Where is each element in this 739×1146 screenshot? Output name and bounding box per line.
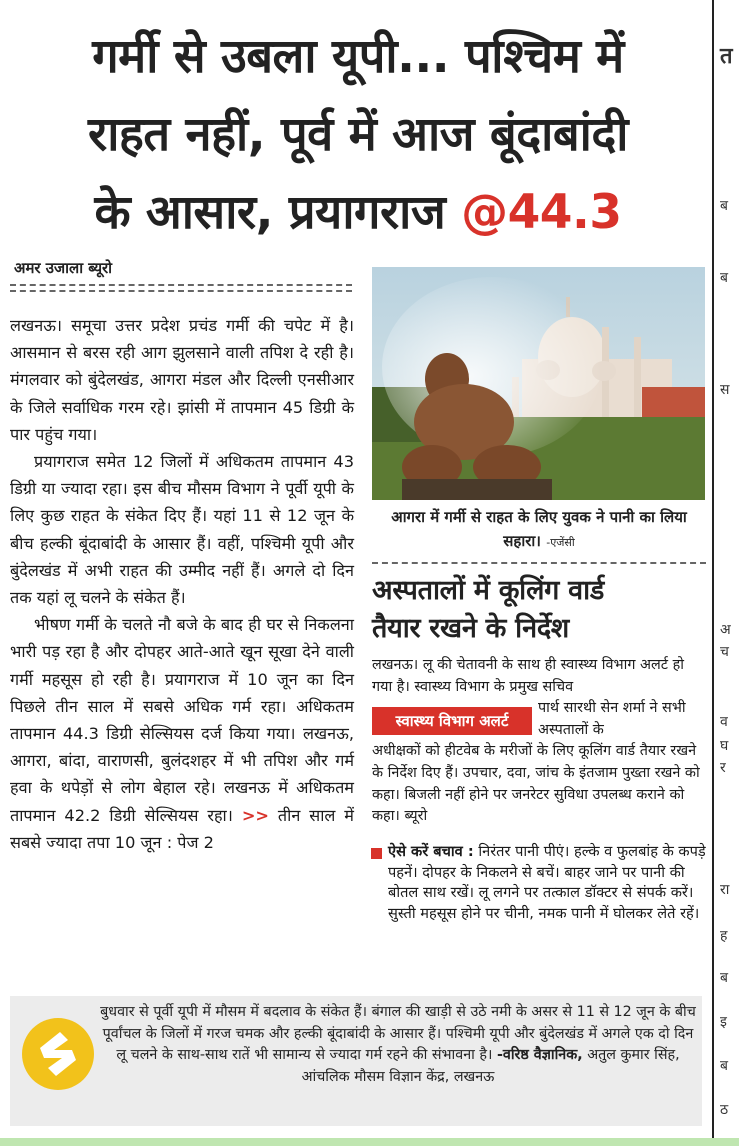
headline-line-2: राहत नहीं, पूर्व में आज बूंदाबांदी [88, 107, 628, 162]
edge-glyph: र [720, 760, 726, 776]
expert-quote-text: बुधवार से पूर्वी यूपी में मौसम में बदलाव के संकेत हैं। बंगाल की खाड़ी से उठे नमी के असर से 11 से 12 जून के बीच पूर्वांचल के जिलों में गरज चमक और हल्की बूंदाबांदी के आसार हैं। पश्चिमी यूपी और बुंदेलखंड में अगले एक दो दिन लू चलने के साथ-साथ रातें भी सामान्य से ज्यादा गर्म रहने की संभावना है। [100, 1004, 696, 1063]
bottom-border [0, 1138, 739, 1146]
main-story-para-2: प्रयागराज समेत 12 जिलों में अधिकतम तापमान 43 डिग्री या ज्यादा रहा। इस बीच मौसम विभाग ने पूर्वी यूपी के लिए कुछ राहत के संकेत दिए हैं। यहां 11 से 12 जून के बीच हल्की बूंदाबांदी के आसार हैं। वहीं, पश्चिमी यूपी और बुंदेलखंड में अभी राहत की उम्मीद नहीं हैं। अगले दो दिन तक यहां लू चलने के संकेत हैं। [10, 452, 354, 608]
byline-divider [10, 284, 352, 286]
main-story-para-1: लखनऊ। समूचा उत्तर प्रदेश प्रचंड गर्मी की चपेट में है। आसमान से बरस रही आग झुलसाने वाली तपिश दे रही है। मंगलवार को बुंदेलखंड, आगरा मंडल और दिल्ली एनसीआर के जिले सर्वाधिक गरम रहे। झांसी में तापमान 45 डिग्री के पार पहुंच गया। [10, 316, 354, 444]
side-story-headline-line-1: अस्पतालों में कूलिंग वार्ड [372, 575, 604, 606]
edge-glyph: ठ [720, 1102, 729, 1118]
bullet-square-icon [371, 848, 382, 859]
byline: अमर उजाला ब्यूरो [14, 259, 113, 277]
main-story-para-3 [10, 611, 354, 856]
expert-attribution: अतुल कुमार सिंह, आंचलिक मौसम विज्ञान केंद्र, लखनऊ [301, 1047, 680, 1085]
side-story-text-beside-badge: पार्थ सारथी सेन शर्मा ने सभी अस्पतालों के [538, 700, 686, 738]
taj-mahal-water-photo [372, 267, 705, 500]
caption-divider [372, 562, 706, 564]
side-story-headline-line-2: तैयार रखने के निर्देश [372, 613, 569, 644]
health-alert-badge: स्वास्थ्य विभाग अलर्ट [372, 707, 532, 735]
page-ref-arrow: >> [241, 805, 269, 825]
page-ref-text: तीन साल में सबसे ज्यादा तपा 10 जून : पेज 2 [10, 805, 354, 852]
edge-glyph: ब [720, 198, 728, 214]
expert-quote [100, 1002, 696, 1088]
edge-glyph: ब [720, 1058, 728, 1074]
headline-temperature: @44.3 [461, 185, 622, 240]
photo-caption [374, 505, 704, 555]
photo-caption-text: आगरा में गर्मी से राहत के लिए युवक ने पानी का लिया सहारा। [391, 508, 687, 550]
edge-glyph: व [720, 714, 728, 730]
adjacent-column-edge [712, 0, 739, 1146]
side-story-text [372, 655, 706, 828]
prevention-tips [388, 842, 706, 924]
edge-glyph: ह [720, 928, 728, 944]
byline-divider [10, 290, 352, 292]
tips-text: निरंतर पानी पीएं। हल्के व फुलबांह के कपड़े पहनें। दोपहर के निकलने से बचें। बाहर जाने पर पानी की बोतल साथ रखें। लू लगने पर तत्काल डॉक्टर से संपर्क करें। सुस्ती महसूस होने पर चीनी, नमक पानी में घोलकर लेते रहें। [388, 843, 706, 922]
edge-glyph: घ [720, 738, 729, 754]
edge-glyph: अ [720, 622, 731, 638]
newspaper-logo-icon [20, 1016, 96, 1092]
photo [372, 267, 705, 500]
edge-glyph: इ [720, 1014, 727, 1030]
expert-attribution-bold: -वरिष्ठ वैज्ञानिक, [496, 1047, 583, 1063]
headline [8, 18, 708, 252]
edge-glyph: च [720, 644, 729, 660]
photo-credit: -एजेंसी [546, 536, 575, 549]
headline-line-3-main: के आसार, प्रयागराज [94, 185, 462, 240]
main-story-para-3-text: भीषण गर्मी के चलते नौ बजे के बाद ही घर से निकलना भारी पड़ रहा है और दोपहर आते-आते खून सूखा देने वाली गर्मी महसूस हो रही है। प्रयागराज में 10 जून का दिन पिछले तीन साल में सबसे अधिक गर्म रहा। अधिकतम तापमान 44.3 डिग्री सेल्सियस दर्ज किया गया। लखनऊ, आगरा, बांदा, वाराणसी, बुलंदशहर में भी तपिश और गर्म हवा के थपेड़ों से लोग बेहाल रहे। लखनऊ में अधिकतम तापमान 42.2 डिग्री सेल्सियस रहा। [10, 615, 354, 825]
side-story-text-rest: अधीक्षकों को हीटवेब के मरीजों के लिए कूलिंग वार्ड तैयार रखने के निर्देश दिए हैं। उपचार, दवा, जांच के इंतजाम पुख्ता रखने को कहा। बिजली नहीं होने पर जनरेटर सुविधा उपलब्ध कराने को कहा। ब्यूरो [372, 743, 700, 825]
side-story-headline [372, 572, 708, 648]
headline-line-3 [8, 174, 708, 252]
headline-line-1: गर्मी से उबला यूपी... पश्चिम में [92, 29, 624, 84]
edge-glyph: त [720, 44, 733, 69]
tips-title: ऐसे करें बचाव : [388, 843, 474, 860]
edge-glyph: स [720, 382, 730, 398]
edge-glyph: ब [720, 270, 728, 286]
side-story-text-top: लखनऊ। लू की चेतावनी के साथ ही स्वास्थ्य विभाग अलर्ट हो गया है। स्वास्थ्य विभाग के प्रमुख सचिव [372, 657, 684, 695]
edge-glyph: ब [720, 970, 728, 986]
edge-glyph: रा [720, 882, 730, 898]
main-story [10, 312, 354, 856]
